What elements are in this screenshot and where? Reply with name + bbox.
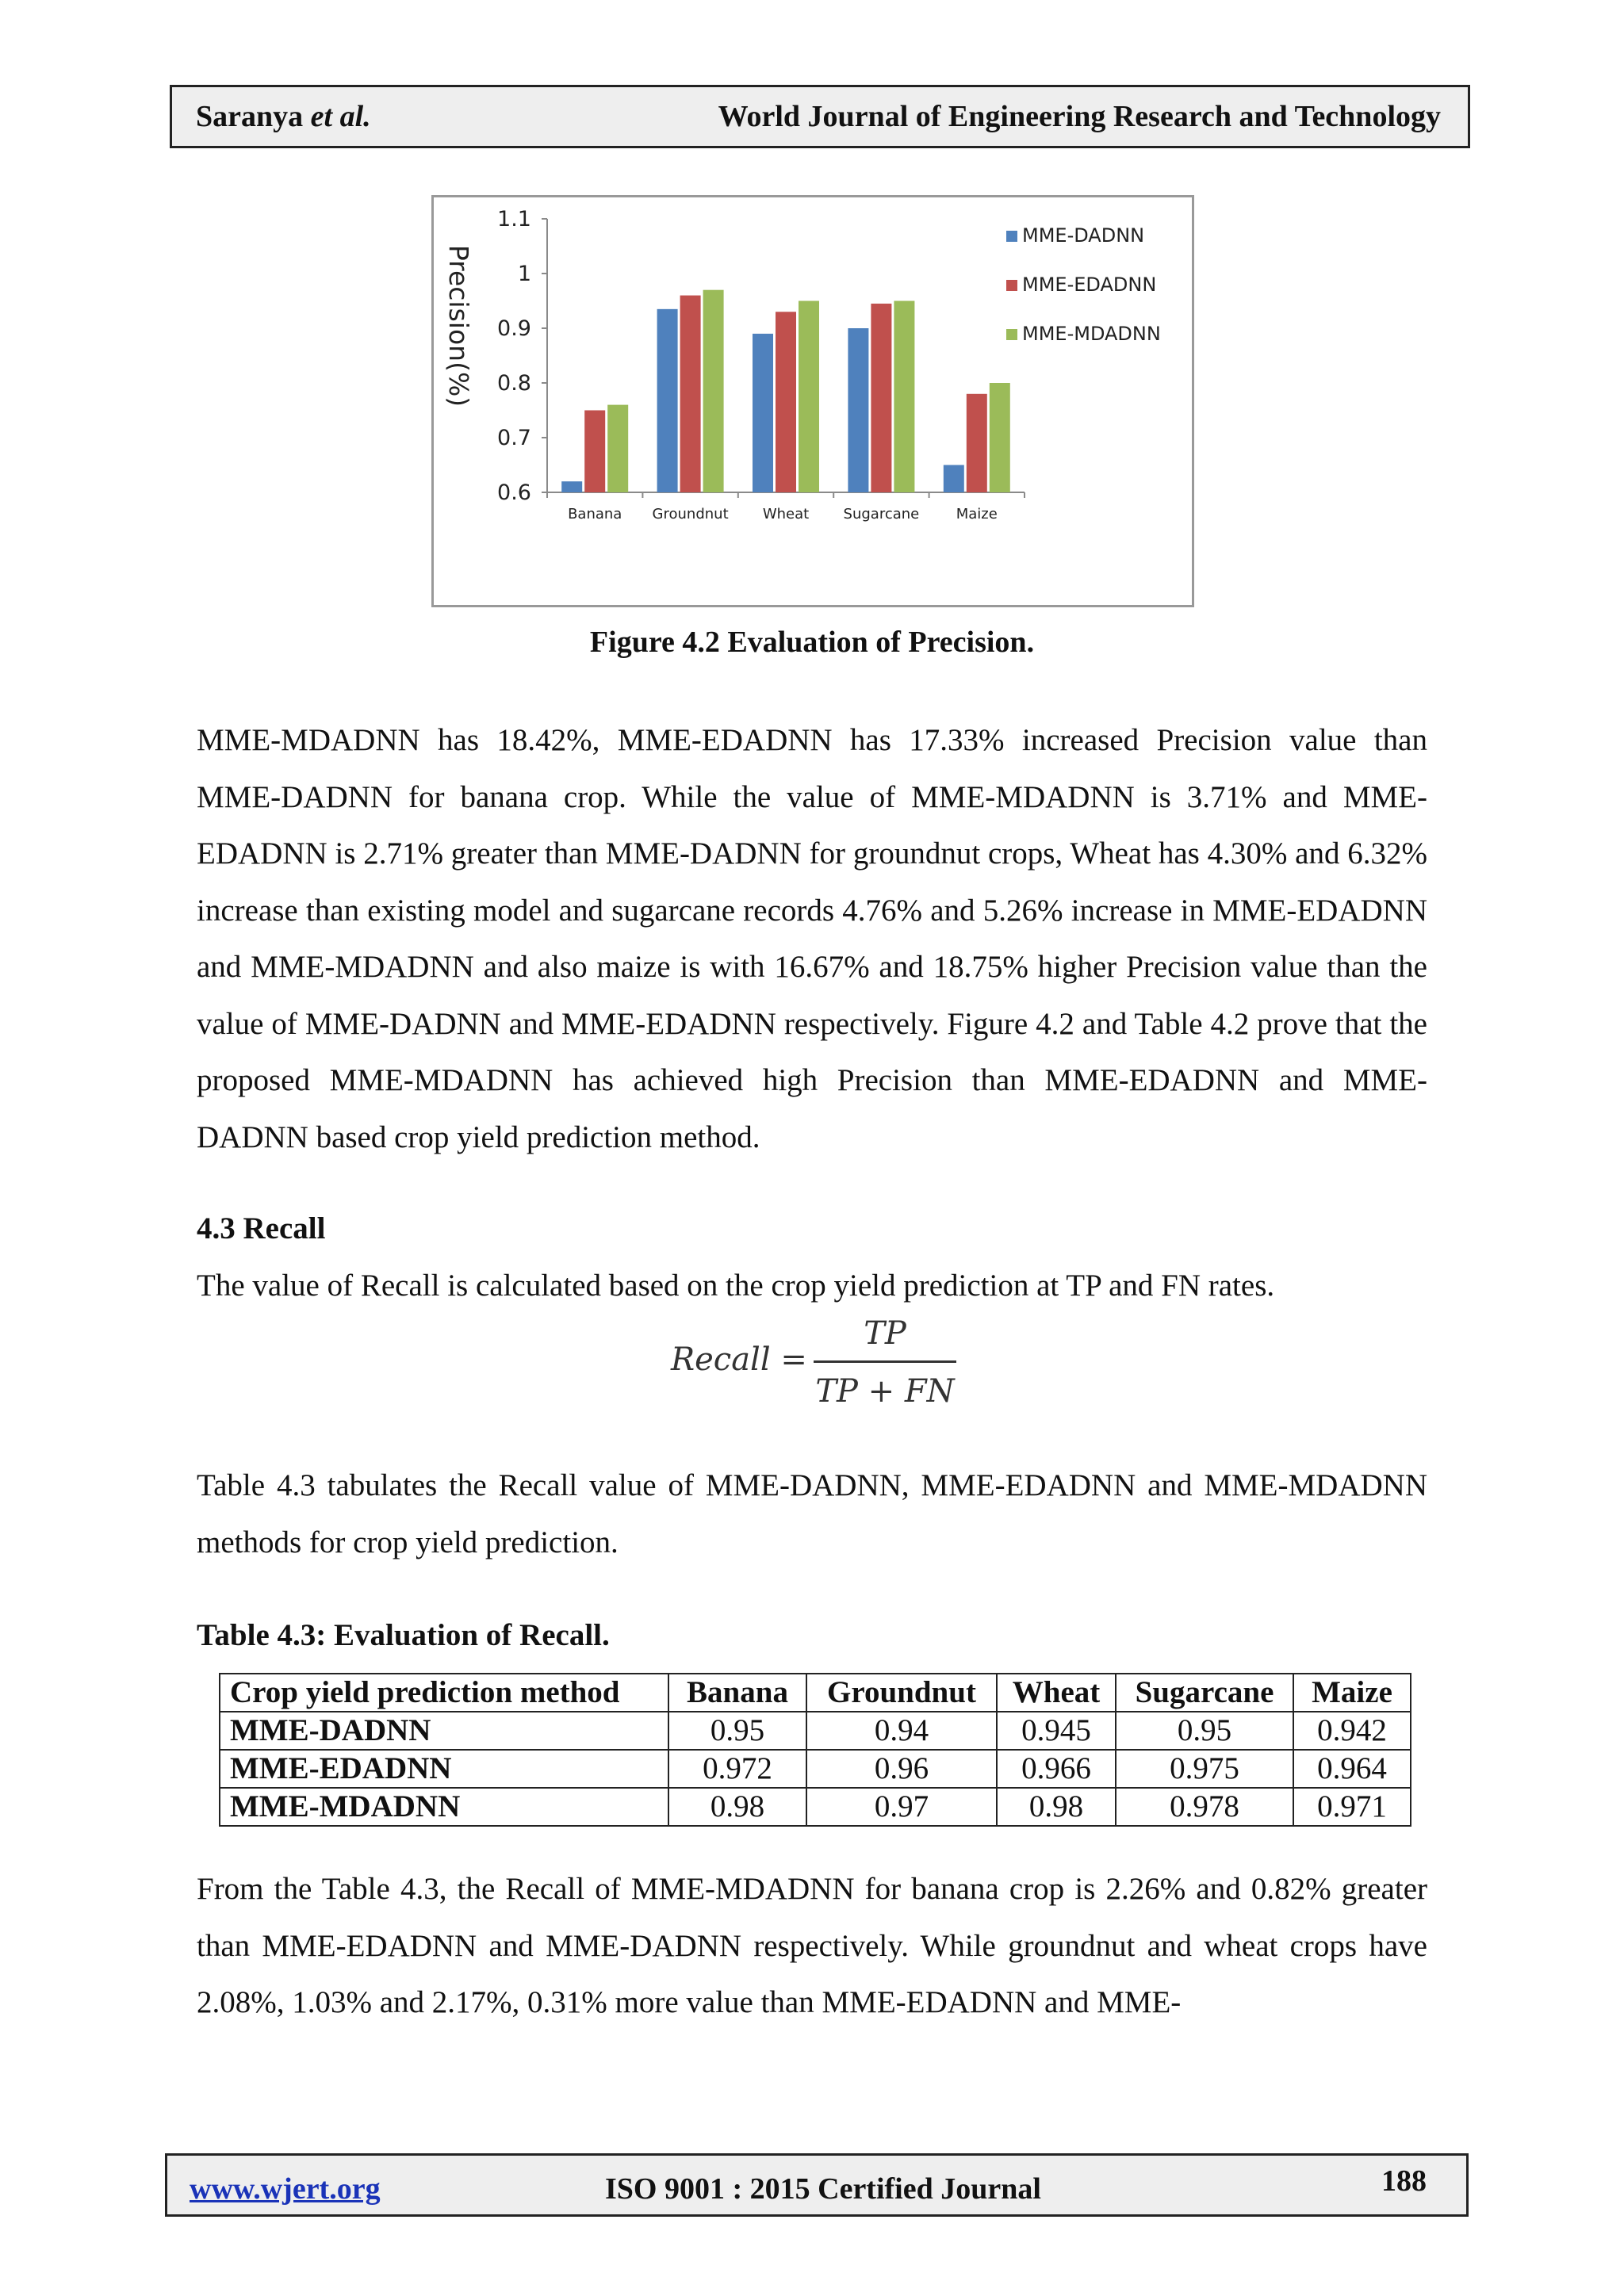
paragraph-recall-discussion: From the Table 4.3, the Recall of MME-MDADNN for banana crop is 2.26% and 0.82% greater than MME-EDADNN and MME-DADNN respectively. While groundnut and wheat crops have 2.08%, 1.03% and 2.17%, 0.31% more value than MME-EDADNN and MME- (197, 1872, 1427, 2019)
precision-bar-chart (434, 197, 1192, 605)
y-tick-label: 0.9 (497, 316, 531, 341)
running-header (170, 85, 1470, 148)
bar-mme-edadnn-maize (967, 394, 987, 492)
bar-mme-dadnn-wheat (753, 334, 773, 492)
table-cell: 0.95 (668, 1712, 806, 1750)
page-number: 188 (1381, 2164, 1427, 2198)
paragraph-recall-intro: The value of Recall is calculated based on the crop yield prediction at TP and FN rates. (197, 1269, 1275, 1303)
table-cell: 0.98 (997, 1788, 1116, 1826)
bar-mme-edadnn-wheat (776, 312, 796, 492)
y-tick-label: 1.1 (497, 207, 531, 232)
table-cell: 0.97 (806, 1788, 997, 1826)
table-cell: 0.972 (668, 1750, 806, 1788)
table-cell: 0.971 (1293, 1788, 1411, 1826)
table-cell: 0.94 (806, 1712, 997, 1750)
x-category-label: Banana (568, 506, 622, 522)
running-footer (165, 2153, 1469, 2217)
fraction-bar (814, 1360, 956, 1363)
table-header-cell: Groundnut (806, 1674, 997, 1712)
legend-label: MME-MDADNN (1022, 323, 1161, 345)
recall-table (219, 1673, 1411, 1827)
table-cell: 0.966 (997, 1750, 1116, 1788)
bar-mme-dadnn-maize (944, 465, 964, 493)
bar-mme-edadnn-sugarcane (871, 304, 891, 492)
table-cell: 0.964 (1293, 1750, 1411, 1788)
table-cell-method: MME-MDADNN (220, 1788, 668, 1826)
table-cell-method: MME-DADNN (220, 1712, 668, 1750)
formula-fraction (814, 1310, 956, 1415)
table-header-row (220, 1674, 1411, 1712)
formula-denominator: TP + FN (815, 1373, 955, 1410)
bar-mme-mdadnn-maize (990, 383, 1010, 492)
journal-website-link[interactable]: www.wjert.org (190, 2172, 381, 2206)
precision-figure (431, 195, 1194, 607)
figure-caption: Figure 4.2 Evaluation of Precision. (589, 626, 1035, 659)
bar-mme-edadnn-banana (584, 411, 605, 493)
header-journal-title: World Journal of Engineering Research and Technology (718, 100, 1441, 133)
table-cell: 0.96 (806, 1750, 997, 1788)
formula-numerator: TP (864, 1315, 906, 1352)
table-cell: 0.975 (1116, 1750, 1293, 1788)
section-heading-recall: 4.3 Recall (197, 1211, 326, 1246)
bar-mme-edadnn-groundnut (680, 296, 701, 492)
x-category-label: Wheat (762, 506, 810, 522)
y-tick-label: 0.8 (497, 371, 531, 396)
y-tick-label: 0.7 (497, 426, 531, 450)
bar-mme-mdadnn-groundnut (703, 290, 724, 492)
bar-mme-dadnn-sugarcane (848, 328, 868, 492)
legend-swatch-mme-mdadnn (1006, 329, 1017, 340)
table-header-cell: Crop yield prediction method (220, 1674, 668, 1712)
table-cell: 0.95 (1116, 1712, 1293, 1750)
bar-mme-dadnn-groundnut (657, 309, 678, 492)
paragraph-precision-discussion: MME-MDADNN has 18.42%, MME-EDADNN has 17.33% increased Precision value than MME-DADNN for banana crop. While the value of MME-MDADNN is 3.71% and MME-EDADNN is 2.71% greater than MME-DADNN for groundnut crops, Wheat has 4.30% and 6.32% increase than existing model and sugarcane records 4.76% and 5.26% increase in MME-EDADNN and MME-MDADNN and also maize is with 16.67% and 18.75% higher Precision value than the value of MME-DADNN and MME-EDADNN respectively. Figure 4.2 and Table 4.2 prove that the proposed MME-MDADNN has achieved high Precision than MME-EDADNN and MME-DADNN based crop yield prediction method. (197, 723, 1427, 1154)
legend-label: MME-EDADNN (1022, 274, 1157, 296)
bar-mme-mdadnn-sugarcane (894, 301, 914, 493)
table-row (220, 1750, 1411, 1788)
y-tick-label: 1 (517, 262, 531, 286)
table-cell: 0.945 (997, 1712, 1116, 1750)
table-cell: 0.978 (1116, 1788, 1293, 1826)
iso-certification: ISO 9001 : 2015 Certified Journal (605, 2172, 1041, 2206)
table-header-cell: Sugarcane (1116, 1674, 1293, 1712)
table-header-cell: Maize (1293, 1674, 1411, 1712)
table-row (220, 1712, 1411, 1750)
bar-mme-mdadnn-wheat (799, 301, 819, 493)
recall-formula (671, 1310, 956, 1413)
legend-label: MME-DADNN (1022, 224, 1145, 247)
table-cell: 0.98 (668, 1788, 806, 1826)
header-author: Saranya et al. (196, 100, 371, 133)
y-axis-label: Precision(%) (443, 244, 474, 408)
legend-swatch-mme-dadnn (1006, 231, 1017, 242)
table-header-cell: Wheat (997, 1674, 1116, 1712)
y-tick-label: 0.6 (497, 480, 531, 505)
x-category-label: Sugarcane (843, 506, 920, 522)
x-category-label: Maize (956, 506, 998, 522)
paragraph-table-intro: Table 4.3 tabulates the Recall value of MME-DADNN, MME-EDADNN and MME-MDADNN methods for crop yield prediction. (197, 1468, 1427, 1559)
table-cell-method: MME-EDADNN (220, 1750, 668, 1788)
table-caption: Table 4.3: Evaluation of Recall. (197, 1618, 610, 1652)
legend-swatch-mme-edadnn (1006, 280, 1017, 291)
bar-mme-mdadnn-banana (607, 405, 628, 492)
table-cell: 0.942 (1293, 1712, 1411, 1750)
table-row (220, 1788, 1411, 1826)
x-category-label: Groundnut (652, 506, 729, 522)
table-header-cell: Banana (668, 1674, 806, 1712)
bar-mme-dadnn-banana (561, 481, 582, 492)
formula-lhs: Recall = (671, 1341, 807, 1378)
